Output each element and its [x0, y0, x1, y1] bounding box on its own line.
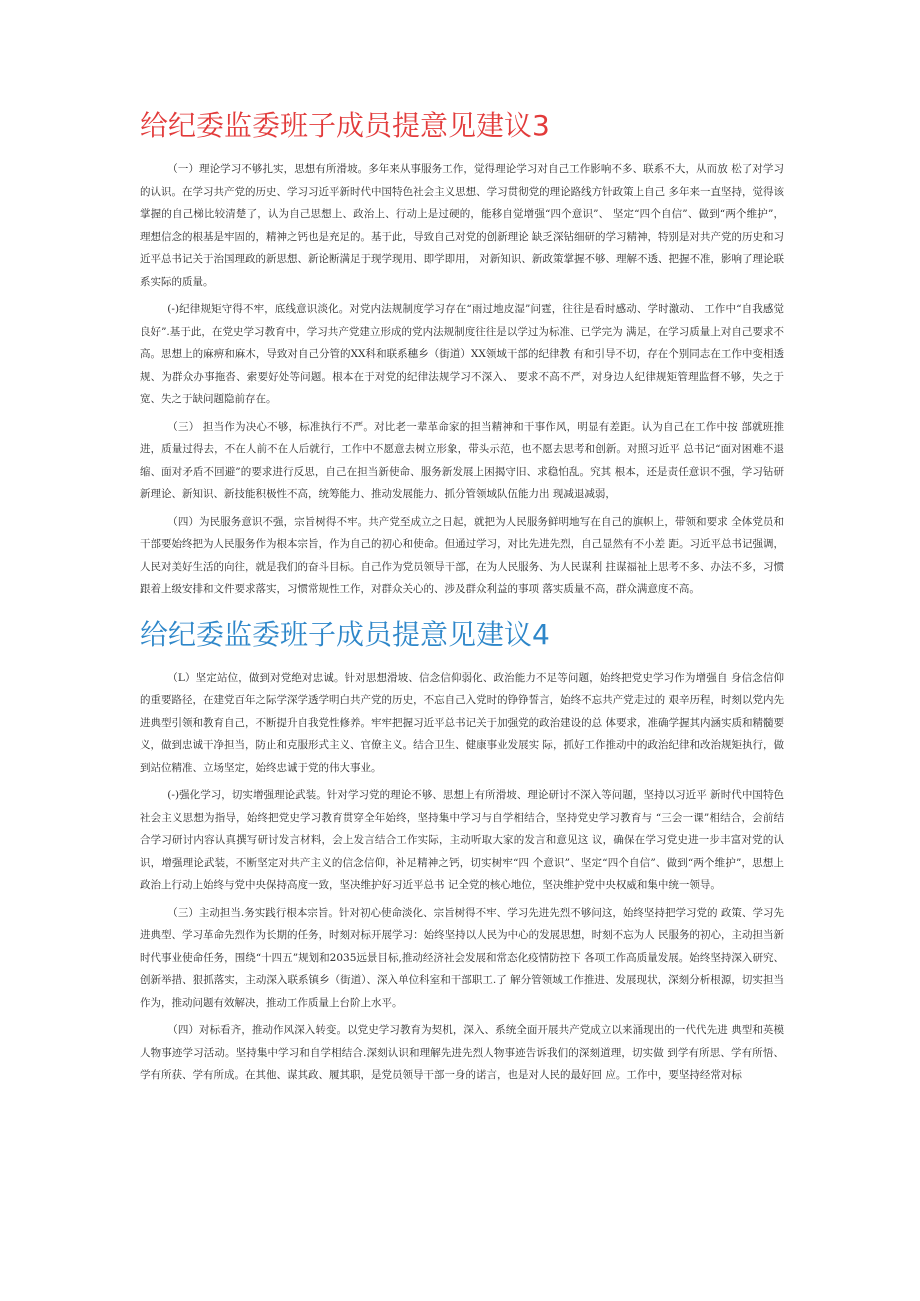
paragraph: (-)强化学习，切实增强理论武装。针对学习党的理论不够、思想上有所滑坡、理论研讨不深入等问题，坚持以习近平 新时代中国特色社会主义思想为指导，始终把党史学习教育贯穿全年始终，坚持集中学习与自学相结合，坚持党史学习教育与 “三会一课”相结合，会前结合学习研讨内容认真撰写研讨发言材料，会上发言结合工作实际，主动听取大家的发言和意见这 议，确保在学习党史进一步丰富对党的认识，增强理论武装，不断坚定对共产主义的信念信仰，补足精神之钙，切实树牢“四 个意识”、坚定“四个自信”、做到“两个维护”，思想上政治上行动上始终与党中央保持高度一致，坚决维护好习近平总书 记全党的核心地位，坚决维护党中央权威和集中统一领导。: [140, 789, 784, 891]
paragraph: （一）理论学习不够扎实，思想有所滑坡。多年来从事服务工作，觉得理论学习对自己工作影响不多、联系不大，从而放 松了对学习的认识。在学习共产党的历史、学习习近平新时代中国特色社会主义思想、学习贯彻党的理论路线方针政策上自己 多年来一直坚持，觉得该掌握的自己梯比较清楚了，认为自己思想上、政治上、行动上是过硬的，能移自觉增强“四个意识”、 坚定“四个自信”、做到“两个维护”，理想信念的根基是牢固的，精神之钙也是充足的。基于此，导致自己对党的创新理论 缺乏深钻细研的学习精神，特别是对共产党的历史和习近平总书记关于治国理政的新思想、新论断满足于现学现用、即学即用， 对新知识、新政策掌握不够、理解不透、把握不准，影响了理论联系实际的质量。: [140, 163, 784, 288]
section-3: [140, 100, 784, 601]
paragraph: （四）为民服务意识不强，宗旨树得不牢。共产党至成立之日起，就把为人民服务鲜明地写在自己的旗帜上，带领和要求 全体党员和干部要始终把为人民服务作为根本宗旨，作为自己的初心和使命。但通过学习，对比先进先烈，自己显然有不小差 距。习近平总书记强调，人民对美好生活的向往，就是我们的奋斗目标。自己作为党员领导干部，在为人民服务、为人民谋利 拄谋福祉上思考不多、办法不多，习惯跟着上级安排和文件要求落实，习惯常规性工作，对群众关心的、涉及群众利益的事项 落实质量不高，群众满意度不高。: [140, 515, 784, 595]
paragraph: （L）坚定站位，做到对党绝对忠诚。针对思想滑坡、信念信仰弱化、政治能力不足等问题，始终把党史学习作为增强自 身信念信仰的重要路径，在建党百年之际学深学透学明白共产党的历史，不忘自己入党时的铮铮誓言，始终不忘共产党走过的 艰辛历程，时刻以党内先进典型引领和教育自己，不断提升自我党性修养。牢牢把握习近平总书记关于加强党的政治建设的总 体要求，准确学握其内涵实质和精髓要义，做到忠诚干净担当，防止和克服形式主义、官僚主义。结合卫生、健康事业发展实 际，抓好工作推动中的政治纪律和改治规矩执行，做到站位精准、立场坚定，始终忠诚于党的伟大事业。: [140, 671, 784, 774]
paragraph: （三）主动担当.务实践行根本宗旨。针对初心使命淡化、宗旨树得不牢、学习先进先烈不够问这，始终坚持把学习党的 政策、学习先进典型、学习革命先烈作为长期的任务，时刻对标开展学习：始终坚持以人民为中心的发展思想，时刻不忘为人 民服务的初心，主动担当新时代事业使命任务，围绕“十四五”规划和2035远景目标,推动经济社会发展和常态化疫情防控下 各项工作高质量发展。始终坚持深入研究、创新举措、狠抓落实，主动深入联系镇乡（街道）、深入单位科室和干部职工.了 解分管领域工作推进、发展现状，深刻分析根源，切实担当作为，推动问题有效解决，推动工作质量上台阶上水平。: [140, 906, 784, 1009]
section-title: 给纪委监委班子成员提意见建议4: [140, 617, 550, 651]
paragraph: （四）对标看齐，推动作风深入转变。以党史学习教育为契机，深入、系统全面开展共产党成立以来涌现出的一代代先进 典型和英模人物事迹学习活动。坚持集中学习和自学相结合.深刻认识和理解先进先烈人物事迹告诉我们的深刻道理，切实做 到学有所思、学有所悟、学有所获、学有所成。在其他、谋其政、履其职，是党员领导干部一身的诺言，也是对人民的最好回 应。工作中，要坚持经常对标: [140, 1024, 784, 1081]
document-page: [140, 100, 784, 1092]
section-title: 给纪委监委班子成员提意见建议3: [140, 109, 550, 142]
paragraph: （三） 担当作为决心不够，标准执行不严。对比老一辈革命家的担当精神和干事作风，明显有差距。认为自己在工作中按 部就班推进，质量过得去，不在人前不在人后就行，工作中不愿意去树立形象，带头示范，也不愿去思考和创新。对照习近平 总书记“面对困难不退缩、面对矛盾不回避”的要求进行反思，自己在担当新使命、服务新发展上困揭守旧、求稳怕乱。究其 根本，还是责任意识不强，学习钻研新理论、新知识、新技能积极性不高，统筹能力、推动发展能力、抓分管领域队伍能力出 现减退减弱，: [140, 420, 784, 500]
paragraph: (-)纪律规矩守得不牢，底线意识淡化。对党内法规制度学习存在“雨过地皮湿”问霆，往往是看时感动、学时激动、 工作中“自我感觉良好”.基于此，在党史学习教育中，学习共产党建立形成的党内法规制度往往是以学过为标准、已学完为 满足，在学习质量上对自己要求不高。思想上的麻痹和麻木，导致对自己分管的XX科和联系穗乡（街道）XX领域干部的纪律教 有和引导不切，存在个别同志在工作中变相透规、为群众办事拖沓、索要好处等问题。根本在于对党的纪律法规学习不深入、 要求不高不严，对身边人纪律规矩管理监督不够，失之于宽、失之于缺问题隐前存在。: [140, 303, 784, 405]
section-4: [140, 609, 784, 1087]
